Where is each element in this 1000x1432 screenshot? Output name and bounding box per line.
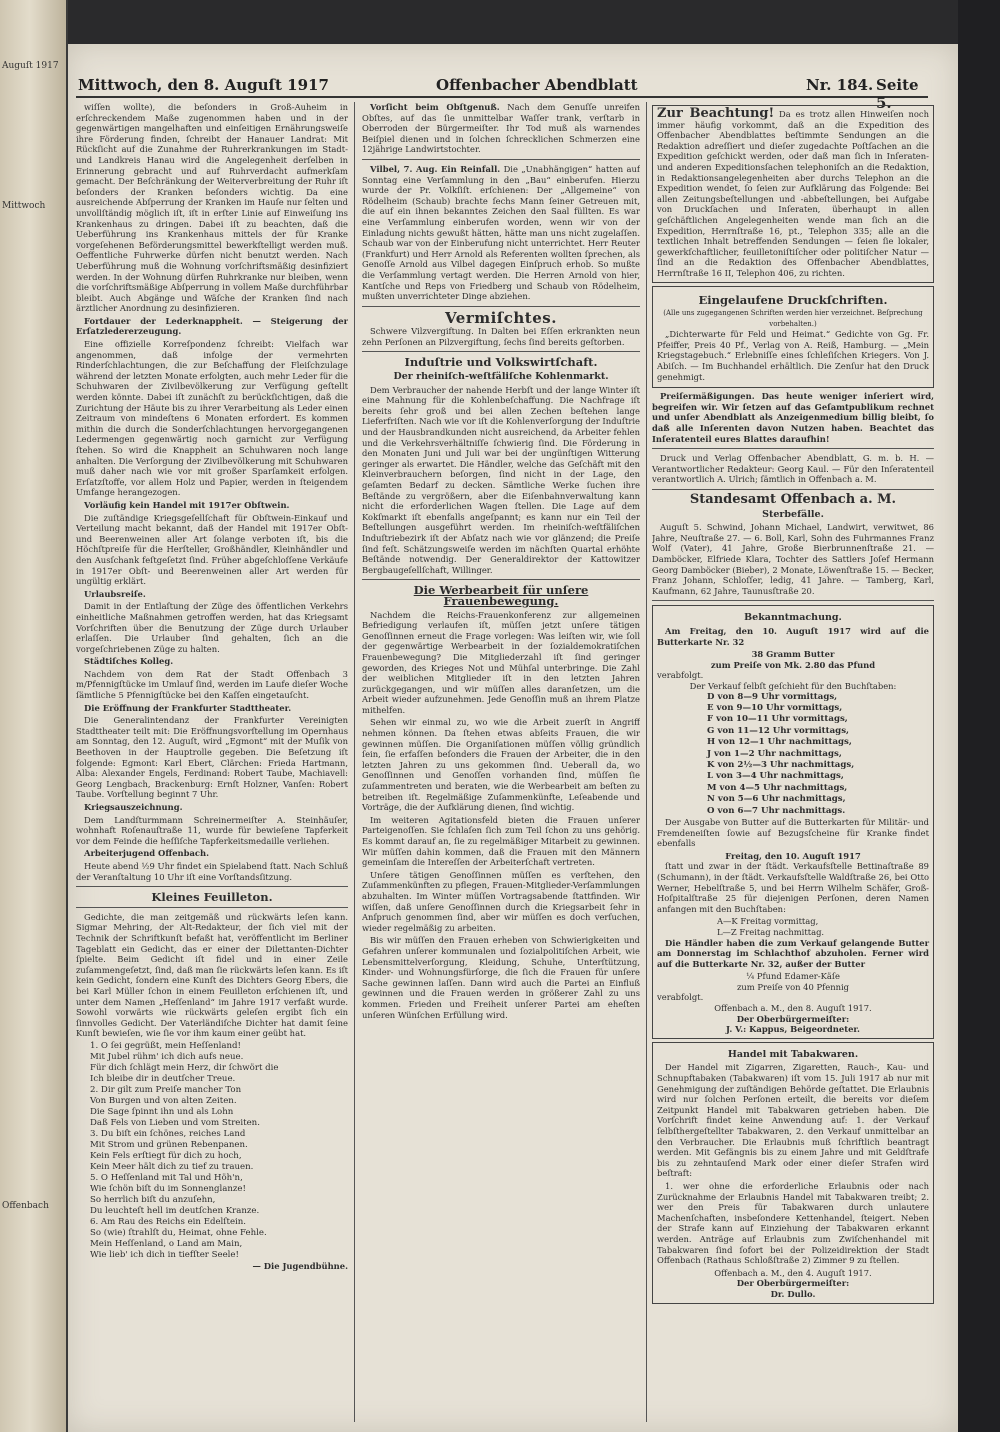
article-heading: Städtiſches Kolleg. [84, 656, 174, 667]
announcement-title: Handel mit Tabakwaren. [727, 1048, 859, 1060]
article-text: Eine offizielle Korreſpondenz ſchreibt: Vielfach war angenommen, daß infolge der vermehrten Rinderſchlachtungen, die zur Beſchaffung der Fleiſchzulage während der letzten Monate erfolgten, auch mehr Leder für die Schuhwaren der Zivilbevölkerung zur Verfügung geſtellt werden könnte. Dabei iſt zunächſt zu berückſichtigen, daß die Zurichtung der Häute bis zu ihrer Verarbeitung als Leder einen Zeitraum von mindeſtens 6 Monaten erfordert. Es kommen mithin die durch die Sonderſchlachtungen hervorgegangenen Ledermengen gegenwärtig noch garnicht zur Verfügung ſtehen. So wird die Knappheit an Schuhwaren noch lange anhalten. Die Verſorgung der Zivilbevölkerung mit Schuhwaren muß daher nach wie vor mit großer Sparſamkeit erfolgen. Erſatzſtoffe, vor allem Holz und Papier, werden in ſteigendem Umfange herangezogen. [76, 339, 348, 498]
announcement-text: zum Preiſe von 40 Pfennig [736, 981, 850, 992]
article-heading: Fortdauer der Lederknappheit. — Steigerung der Erſatzledererzeugung. [76, 315, 348, 337]
poem-line: 3. Du biſt ein ſchönes, reiches Land [90, 1128, 246, 1139]
announcement-text: ſtatt und zwar in der ſtädt. Verkaufsſtelle Bettinaſtraße 89 (Schumann), in der ſtädt. Verkaufsſtelle Waldſtraße 26, bei Otto Werner, Hebelſtraße 5, und bei Herrn Wilhelm Schäfer, Groß-Hoſpitalſtraße 25 für diejenigen Perſonen, deren Namen anfangen mit den Buchſtaben: [657, 861, 929, 914]
column-3 [652, 102, 934, 1422]
notice-box [652, 286, 934, 389]
masthead-number: Nr. 184. [806, 76, 874, 94]
article-text: Heute abend ½9 Uhr findet ein Spielabend ſtatt. Nach Schluß der Veranſtaltung 10 Uhr iſt eine Vorſtandsſitzung. [76, 860, 348, 882]
poem-line: Die Sage ſpinnt ihn und als Lohn [90, 1106, 234, 1117]
article-text: wiſſen wollte), die beſonders in Groß-Auheim in erſchreckendem Maße zugenommen haben und in der gegenwärtigen mangelhaften und einſeitigen Ernährungsweiſe ihre Förderung finden, ſchreibt der Hanauer Landrat: Mit Rückſicht auf die Zunahme der Ruhrerkrankungen im Stadt- und Landkreis Hanau wird die Angelegenheit derſelben in Erinnerung gebracht und auf Ruhrverdacht aufmerkſam gemacht. Der Beſchränkung der Weiterverbreitung der Ruhr iſt beſonders der Kranken beſonders wichtig. Da eine ausreichende Abſperrung der Kranken im Hauſe nur ſelten und unvollſtändig möglich iſt, iſt in erſter Linie auf Einweiſung ins Krankenhaus zu dringen. Dabei iſt zu beachten, daß die Ueberführung ins Krankenhaus mittels der für Kranke vorgeſehenen Beförderungsmittel bewerkſtelligt werden muß. Oeffentliche Fuhrwerke dürfen nicht benutzt werden. Nach Ueberführung muß die Wohnung vorſchriftsmäßig desinfiziert werden. In der Wohnung dürfen Ruhrkranke nur bleiben, wenn die vorſchriftsmäßige Abſperrung in vollem Maße durchführbar bleibt. Auch Abgänge und Wäſche der Kranken ſind nach ärztlicher Anordnung zu desinfizieren. [76, 102, 348, 314]
poem-line: 1. O ſei gegrüßt, mein Heſſenland! [90, 1040, 242, 1051]
poem-line: Kein Fels erſtiegt für dich zu hoch, [90, 1150, 242, 1161]
column-rule [646, 102, 647, 1422]
divider [652, 489, 934, 490]
poem-line: Kein Meer hält dich zu tief zu trauen. [90, 1161, 254, 1172]
article-text: Unſere tätigen Genoſſinnen müſſen es verſtehen, den Zuſammenkünften zu pflegen, Frauen-Mitglieder-Verſammlungen abzuhalten. Im Winter müſſen Vortragsabende ſtattfinden. Wir wiſſen, daß unſere Genoſſinnen durch die Kriegsarbeit ſehr in Anſpruch genommen ſind, aber wir müſſen es doch verſuchen, wieder regelmäßig zu arbeiten. [362, 869, 640, 933]
poem-line: Mein Heſſenland, o Land am Main, [90, 1238, 243, 1249]
article-text: Dem Landſturmmann Schreinermeiſter A. Steinhäuſer, wohnhaft Roſenauſtraße 11, wurde für bewieſene Tapferkeit vor dem Feinde die heſſiſche Tapferkeitsmedaille verliehen. [76, 814, 348, 846]
poem-signature: — Die Jugendbühne. [252, 1260, 348, 1271]
poem-line: Daß Fels von Lieben und vom Streiten. [90, 1117, 260, 1128]
article-heading: Der rheiniſch-weſtfäliſche Kohlenmarkt. [393, 371, 609, 383]
poem-line: 2. Dir gilt zum Preiſe mancher Ton [90, 1084, 242, 1095]
article-heading: Vorläufig kein Handel mit 1917er Obſtwein. [84, 499, 290, 510]
time-row: F von 10—11 Uhr vormittags, [707, 714, 848, 725]
newspaper-sheet [68, 44, 958, 1432]
divider [362, 351, 640, 352]
time-row: E von 9—10 Uhr vormittags, [707, 702, 843, 713]
announcement-text: 38 Gramm Butter [751, 649, 835, 660]
time-schedule [657, 692, 929, 817]
time-row: D von 8—9 Uhr vormittags, [707, 691, 838, 702]
masthead-date: Mittwoch, den 8. Auguſt 1917 [78, 76, 329, 94]
announcement-text: Der Verkauf ſelbſt geſchieht für den Buchſtaben: [689, 680, 897, 691]
divider [76, 886, 348, 887]
feuilleton-text: Gedichte, die man zeitgemäß und rückwärts leſen kann. Sigmar Mehring, der Alt-Redakteur, der ſich viel mit der Technik der Schriftkunſt befaßt hat, veröffentlicht im Berliner Tageblatt ein Gedicht, das er einer der Dilettanten-Dichter ſpielte. Beim Gedicht iſt fidel und in einer Zeile zuſammengeſetzt, ſind, daß man ſie rückwärts leſen kann. Es iſt kein Gedicht, ſondern eine Kunſt des Dichters Georg Ebers, die bei Karl Müller ſchon in einem Feuilleton erſchienen iſt, und unter dem Namen „Heſſenland“ im Jahre 1917 verfaßt wurde. Sowohl vorwärts wie rückwärts geleſen ergibt ſich ein ſinnvolles Gedicht. Der Vaterländiſche Dichter hat damit ſeine Kunſt bewieſen, wie ſie vor ihm kaum einer geübt hat. [76, 911, 348, 1039]
article-heading: Vorſicht beim Obſtgenuß. [370, 102, 500, 112]
notice-text: „Dichterwarte für Feld und Heimat.“ Gedichte von Gg. Fr. Pfeiffer, Preis 40 Pf., Verlag von A. Reiß, Hamburg. — „Mein Kriegstagebuch.“ Erlebniſſe eines ſchleſiſchen Kriegers. Von J. Abiſch. — Im Buchhandel erhältlich. Die Zenſur hat den Druck genehmigt. [657, 329, 929, 382]
notice-title: Eingelaufene Druckſchriften. [698, 292, 888, 307]
dark-edge [958, 0, 1000, 1432]
time-row: M von 4—5 Uhr nachmittags, [707, 782, 848, 793]
announcement-text: A—K Freitag vormittag, [717, 916, 819, 927]
poem-line: So herrlich biſt du anzuſehn, [90, 1194, 216, 1205]
article-heading: Kriegsauszeichnung. [84, 802, 183, 812]
feuilleton-title: Kleines Feuilleton. [151, 890, 273, 905]
column-rule [354, 102, 355, 1422]
time-row: K von 2½—3 Uhr nachmittags, [707, 759, 855, 770]
announcement-signature: Dr. Dullo. [770, 1288, 816, 1299]
divider [652, 448, 934, 449]
article-heading: Urlaubsreiſe. [84, 588, 146, 599]
announcement-text: verabfolgt. [657, 992, 704, 1003]
binder-tab: Offenbach [2, 1201, 49, 1211]
article-text: Damit in der Entlaſtung der Züge des öffentlichen Verkehrs einheitliche Maßnahmen getroffen werden, hat das Kriegsamt Vorſchriften über die Benutzung der Züge durch Urlauber erlaſſen. Die Urlauber ſind gehalten, ſich an die vorgeſchriebenen Züge zu halten. [76, 601, 348, 654]
masthead-page: Seite 5. [876, 76, 919, 112]
column-1 [76, 102, 348, 1422]
announcement-text: Offenbach a. M., den 8. Auguſt 1917. [714, 1003, 872, 1014]
article-text: Bis wir müſſen den Frauen erheben von Schwierigkeiten und Gefahren unſerer kommunalen und ſozialpolitiſchen Arbeit, wie Lebensmittelverſorgung, Kleidung, Schuhe, Unterſtützung, Kinder- und Wohnungsfürſorge, die ſich die Frauen für unſere Sache gewinnen laſſen. Dann wird auch die Partei an Einfluß gewinnen und die Frauen werden in größerer Zahl zu uns kommen. Frieden und Freiheit unſerer Partei am eheſten unſeren Wünſchen Erfüllung wird. [362, 935, 640, 1020]
time-row: H von 12—1 Uhr nachmittags, [707, 737, 852, 748]
announcement-text: Freitag, den 10. Auguſt 1917 [725, 850, 861, 861]
section-title: Standesamt Offenbach a. M. [689, 492, 897, 507]
binder-tab: Mittwoch [2, 201, 46, 211]
section-title: Vermiſchtes. [445, 308, 557, 327]
notice-text: Preiſermäßigungen. Das heute weniger inſeriert wird, begreifen wir. Wir ſetzen auf das Geſamtpublikum rechnet und unſer Abendblatt als Anzeigenmedium billig bleibt, ſo daß alle Inſerenten davon Nutzen haben. Beachtet das Inſeratenteil eures Blattes daraufhin! [652, 391, 934, 444]
article-heading: Vilbel, 7. Aug. Ein Reinfall. [370, 163, 501, 174]
notice-note: (Alle uns zugegangenen Schriften werden hier verzeichnet. Beſprechung vorbehalten.) [663, 309, 923, 328]
announcement-box [652, 605, 934, 1039]
poem-line: Für dich ſchlägt mein Herz, dir ſchwört die [90, 1062, 279, 1073]
time-row: L von 3—4 Uhr nachmittags, [707, 771, 844, 782]
announcement-text: verabfolgt. [657, 670, 704, 681]
announcement-box [652, 1042, 934, 1304]
time-row: N von 5—6 Uhr nachmittags, [707, 794, 846, 805]
article-text: Auguſt 5. Schwind, Johann Michael, Landwirt, verwitwet, 86 Jahre, Neuſtraße 27. — 6. Boll, Karl, Sohn des Fuhrmannes Franz Wolf (Vater), 41 Jahre, Große Bierbrunnenſtraße 21. — Damböcker, Elfriede Klara, Tochter des Sattlers Joſef Hermann Georg Damböcker (Bieber), 2 Monate, Löwenſtraße 15. — Becker, Franz Johann, Schloſſer, ledig, 41 Jahre. — Tamberg, Karl, Kaufmann, 62 Jahre, Taunusſtraße 20. [652, 522, 934, 596]
announcement-signature: J. V.: Kappus, Beigeordneter. [726, 1024, 860, 1035]
article-text: Nachdem von dem Rat der Stadt Offenbach 3 m/Pfennigſtücke im Umlauf ſind, werden im Laufe dieſer Woche ſämtliche 5 Pfennigſtücke bei den Kaſſen eingetauſcht. [76, 668, 348, 701]
poem-line: So (wie) ſtrahlſt du, Heimat, ohne Fehle. [90, 1227, 267, 1238]
article-text: Die zuſtändige Kriegsgeſellſchaft für Obſtwein-Einkauf und Verteilung macht bekannt, daß der Handel mit 1917er Obſt- und Beerenweinen aller Art ſolange verboten iſt, bis die Höchſtpreiſe für die Herſteller, Großhändler, Kleinhändler und den Ausſchank feſtgeſetzt ſind. Früher abgeſchloſſene Verkäufe in 1917er Obſt- und Beerenweinen aller Art werden für ungültig erklärt. [76, 512, 348, 587]
article-text: Die Generalintendanz der Frankfurter Vereinigten Stadttheater teilt mit: Die Eröffnungsvorſtellung im Opernhaus am Sonntag, den 12. Auguſt, wird „Egmont“ mit der Muſik von Beethoven in der Hauptrolle gegeben. Die Beſetzung iſt folgende: Egmont: Karl Ebert, Clärchen: Frieda Hartmann, Alba: Alexander Engels, Ferdinand: Robert Taube, Machiavell: Georg Lengbach, Brackenburg: Ernſt Holzner, Vanſen: Robert Taube. Vorſtellung beginnt 7 Uhr. [76, 715, 348, 800]
poem-line: Ich bleibe dir in deutſcher Treue. [90, 1073, 236, 1084]
notice-title: Zur Beachtung! [657, 106, 775, 121]
announcement-text: Der Ausgabe von Butter auf die Butterkarten für Militär- und Fremdeneiſten ſowie auf Bezugsſcheine für Kranke findet ebenfalls [657, 816, 929, 849]
article-text: Sehen wir einmal zu, wo wie die Arbeit zuerſt in Angriff nehmen können. Da ſtehen etwas abſeits Frauen, die wir gewinnen müſſen. Die Organiſationen müſſen völlig gründlich ſein, ſie erfaſſen beſonders die Frauen der Arbeiter, die in den letzten Jahren zu uns gekommen ſind. Ueberall da, wo Genoſſinnen und Genoſſen vorhanden ſind, müſſen ſie zuſammentreten und beraten, wie die Werbearbeit am beſten zu betreiben iſt. Regelmäßige Zuſammenkünfte, Leſeabende und Vorträge, die der Aufklärung dienen, ſind wichtig. [362, 717, 640, 813]
announcement-signature: Der Oberbürgermeiſter: [736, 1278, 850, 1289]
poem-line: Wie ſchön biſt du im Sonnenglanze! [90, 1183, 246, 1194]
article-text: Im weiteren Agitationsfeld bieten die Frauen unſerer Parteigenoſſen. Sie ſchlaſen ſich zum Teil ſchon zu uns gehörig. Es kommt darauf an, ſie zu regelmäßiger Mitarbeit zu gewinnen. Wir müſſen dahin kommen, daß die Frauen mit den Männern gemeinſam die Intereſſen der Arbeiterſchaft vertreten. [362, 814, 640, 868]
poem-line: 6. Am Rau des Reichs ein Edelſtein. [90, 1216, 247, 1227]
poem-line: 5. O Heſſenland mit Tal und Höh'n, [90, 1172, 243, 1183]
divider [76, 907, 348, 908]
divider [362, 579, 640, 580]
article-text: Dem Verbraucher der nahende Herbſt und der lange Winter iſt eine Mahnung für die Kohlenbeſchaffung. Die Nachfrage iſt bereits ſehr groß und bei allen Zechen beſtehen lange Lieferfriſten. Nach wie vor iſt die Kohlenverſorgung der Induſtrie und der Hausbrandkunden nicht ausreichend, da Arbeiter fehlen und die Verkehrsverhältniſſe ſchwierig ſind. Die Förderung in den Monaten Juni und Juli war bei der ungünſtigen Witterung geringer als erwartet. Die Händler, welche das Geſchäft mit den Kleinverbrauchern beſorgen, ſind nicht in der Lage, den geſamten Bedarf zu decken. Sämtliche Werke ſuchen ihre Beſtände zu vergrößern, aber die Eiſenbahnverwaltung kann nicht die erforderlichen Wagen ſtellen. Die Lage auf dem Kokſmarkt iſt ebenfalls angeſpannt; es kann nur ein Teil der Beſtellungen ausgeführt werden. Im rheiniſch-weſtfäliſchen Induſtriebezirk iſt der Abſatz nach wie vor glänzend; die Preiſe ſind feſt. Schätzungsweiſe werden im nächſten Quartal erhöhte Beſtände notwendig. Der Generaldirektor der Kattowitzer Bergbaugeſellſchaft, Willinger. [362, 384, 640, 575]
announcement-title: Bekanntmachung. [744, 612, 842, 624]
poem-line: Wie lieb' ich dich in tiefſter Seele! [90, 1249, 239, 1260]
time-row: O von 6—7 Uhr nachmittags. [707, 805, 846, 816]
section-title: Die Werbearbeit für unſere Frauenbewegung. [413, 583, 589, 608]
poem [76, 1041, 348, 1261]
article-text: Die „Unabhängigen“ hatten auf Sonntag eine Verſammlung in den „Bau“ einberufen. Hierzu wurde der Pr. Volkſiſt. erſchienen: Der „Allgemeine“ von Rödelheim (Schaub) brachte ſechs Mann ſeiner Getreuen mit, die auf ein ihnen bekanntes Zeichen den Saal füllten. Es war eine Verſammlung einberufen worden, wenn wir von der Einladung nichts gewußt hätten, hätte man uns nicht zugelaſſen. Schaub war von der Einberufung nicht unterrichtet. Herr Reuter (Frankfurt) und Herr Arnold als Referenten wollten ſprechen, als Genoſſe Arnold aus Vilbel dagegen Einſpruch erhob. So mußte die Verſammlung vertagt werden. Die Herren Arnold von hier, Kantſche und Reps von Friedberg und Schaub von Rödelheim, mußten unverrichteter Dinge abziehen. [362, 163, 640, 302]
time-row: J von 1—2 Uhr nachmittags, [707, 748, 842, 759]
article-text: Schwere Vilzvergiftung. In Dalten bei Eſſen erkrankten neun zehn Perſonen an Pilzvergiftung, ſechs ſind bereits geſtorben. [362, 326, 640, 347]
binder-tab: Auguſt 1917 [2, 61, 59, 71]
notice-box [652, 105, 934, 283]
announcement-text: Die Händler haben die zum Verkauf gelangende Butter am Donnerstag im Schlachthof abzuholen. Ferner wird auf die Butterkarte Nr. 32, außer der Butter [657, 937, 929, 969]
column-2 [362, 102, 640, 1422]
article-heading: Die Eröffnung der Frankfurter Stadttheater. [84, 702, 292, 713]
announcement-text: Der Handel mit Zigarren, Zigaretten, Rauch-, Kau- und Schnupftabaken (Tabakwaren) iſt vom 15. Juli 1917 ab nur mit Genehmigung der zuſtändigen Behörde geſtattet. Die Erlaubnis wird nur ſolchen Perſonen erteilt, die bereits vor dieſem Zeitpunkt Handel mit Tabakwaren getrieben haben. Die Vorſchrift findet keine Anwendung auf: 1. der Verkauf ſelbſthergeſtellter Tabakwaren, 2. den Verkauf unmittelbar an den Verbraucher. Die Erlaubnis muß ſchriftlich beantragt werden. Mit Gefängnis bis zu einem Jahre und mit Geldſtrafe bis zu zehntauſend Mark oder einer dieſer Strafen wird beſtraft: [657, 1062, 929, 1179]
poem-line: Du leuchteſt hell im deutſchen Kranze. [90, 1205, 260, 1216]
notice-text: Da es trotz allen Hinweiſen noch immer häufig vorkommt, daß an die Expedition des Offenbacher Abendblattes beſtimmte Sendungen an die Redaktion adreſſiert und dieſer zugedachte Poſtſachen an die Expedition geſchickt werden, oder daß man ſich in Inſeraten- und anderen Expeditionsſachen telephoniſch an die Redaktion, in Redaktionsangelegenheiten aber durchs Telephon an die Expedition wendet, ſo ſeien zur Aufklärung das Folgende: Bei allen Zeitungsbeſtellungen und -abbeſtellungen, bei Aufgabe von Druckſachen und Inſeraten, überhaupt in allen geſchäftlichen Angelegenheiten wende man ſich an die Expedition, Herrnſtraße 16, pt., Telephon 335; alle an die textlichen Inhalt betreffenden Sendungen — ſeien ſie lokaler, gewerkſchaftlicher, feuilletoniſtiſcher oder politiſcher Natur — ſind an die Redaktion des Offenbacher Abendblattes, Herrnſtraße 16 II, Telephon 406, zu richten. [657, 109, 929, 278]
poem-line: Von Burgen und von alten Zeiten. [90, 1095, 237, 1106]
announcement-signature: Der Oberbürgermeiſter: [736, 1013, 850, 1024]
time-row: G von 11—12 Uhr vormittags, [707, 725, 850, 736]
announcement-text: Am Freitag, den 10. Auguſt 1917 wird auf die Butterkarte Nr. 32 [657, 625, 929, 647]
divider [362, 306, 640, 307]
impressum: Druck und Verlag Offenbacher Abendblatt, G. m. b. H. — Verantwortlicher Redakteur: Georg Kaul. — Für den Inſeratenteil verantwortlich A. Ulrich; ſämtlich in Offenbach a. M. [652, 453, 934, 485]
binder-edge [0, 0, 68, 1432]
announcement-text: zum Preiſe von Mk. 2.80 das Pfund [710, 659, 876, 670]
poem-line: Mit Strom und grünen Rebenpanen. [90, 1139, 248, 1150]
announcement-text: 1. wer ohne die erforderliche Erlaubnis oder nach Zurücknahme der Erlaubnis Handel mit Tabakwaren treibt; 2. wer den Preis für Tabakwaren durch unlautere Machenſchaften, insbeſondere Kettenhandel, ſteigert. Neben der Strafe kann auf Einziehung der Tabakwaren erkannt werden. Anträge auf Erlaubnis zum Zwiſchenhandel mit Tabakwaren ſind ſofort bei der Polizeidirektion der Stadt Offenbach (Rathaus Schloßſtraße 2) Zimmer 9 zu ſtellen. [657, 1180, 929, 1266]
article-heading: Arbeiterjugend Offenbach. [84, 848, 210, 859]
divider [652, 600, 934, 601]
article-text: Nach dem Genuſſe unreifen Obſtes, auf das ſie unmittelbar Waſſer trank, verſtarb in Oberroden der Bürgermeiſter. Ihr Tod muß als warnendes Beiſpiel dienen und in ſolchen ſchrecklichen Schmerzen eine 12jährige Landwirtstochter. [362, 102, 640, 155]
section-title: Induſtrie und Volkswirtſchaft. [404, 355, 598, 370]
announcement-text: L—Z Freitag nachmittag. [717, 926, 825, 937]
divider [362, 159, 640, 160]
article-text: Nachdem die Reichs-Frauenkonferenz zur allgemeinen Befriedigung verlaufen iſt, müſſen jetzt unſere tätigen Genoſſinnen erneut die Frage vorlegen: Was leiſten wir, wie ſoll der gegenwärtige Werbearbeit in der ſozialdemokratiſchen Frauenbewegung? Die Mitgliederzahl iſt ſind geringer geworden, des Krieges Not und Mühſal unterbringe. Die Zahl der weiblichen Mitglieder iſt in den letzten Jahren zurückgegangen, und wir müſſen alles daranſetzen, um die Arbeit wieder aufzunehmen. Jede Genoſſin muß an ihrem Platze mithelfen. [362, 609, 640, 715]
announcement-text: ¼ Pfund Edamer-Käſe [746, 971, 840, 982]
article-heading: Sterbefälle. [762, 508, 824, 520]
announcement-text: Offenbach a. M., den 4. Auguſt 1917. [714, 1267, 872, 1278]
masthead-title: Offenbacher Abendblatt [436, 76, 638, 94]
poem-line: Mit Jubel rühm' ich dich aufs neue. [90, 1051, 244, 1062]
